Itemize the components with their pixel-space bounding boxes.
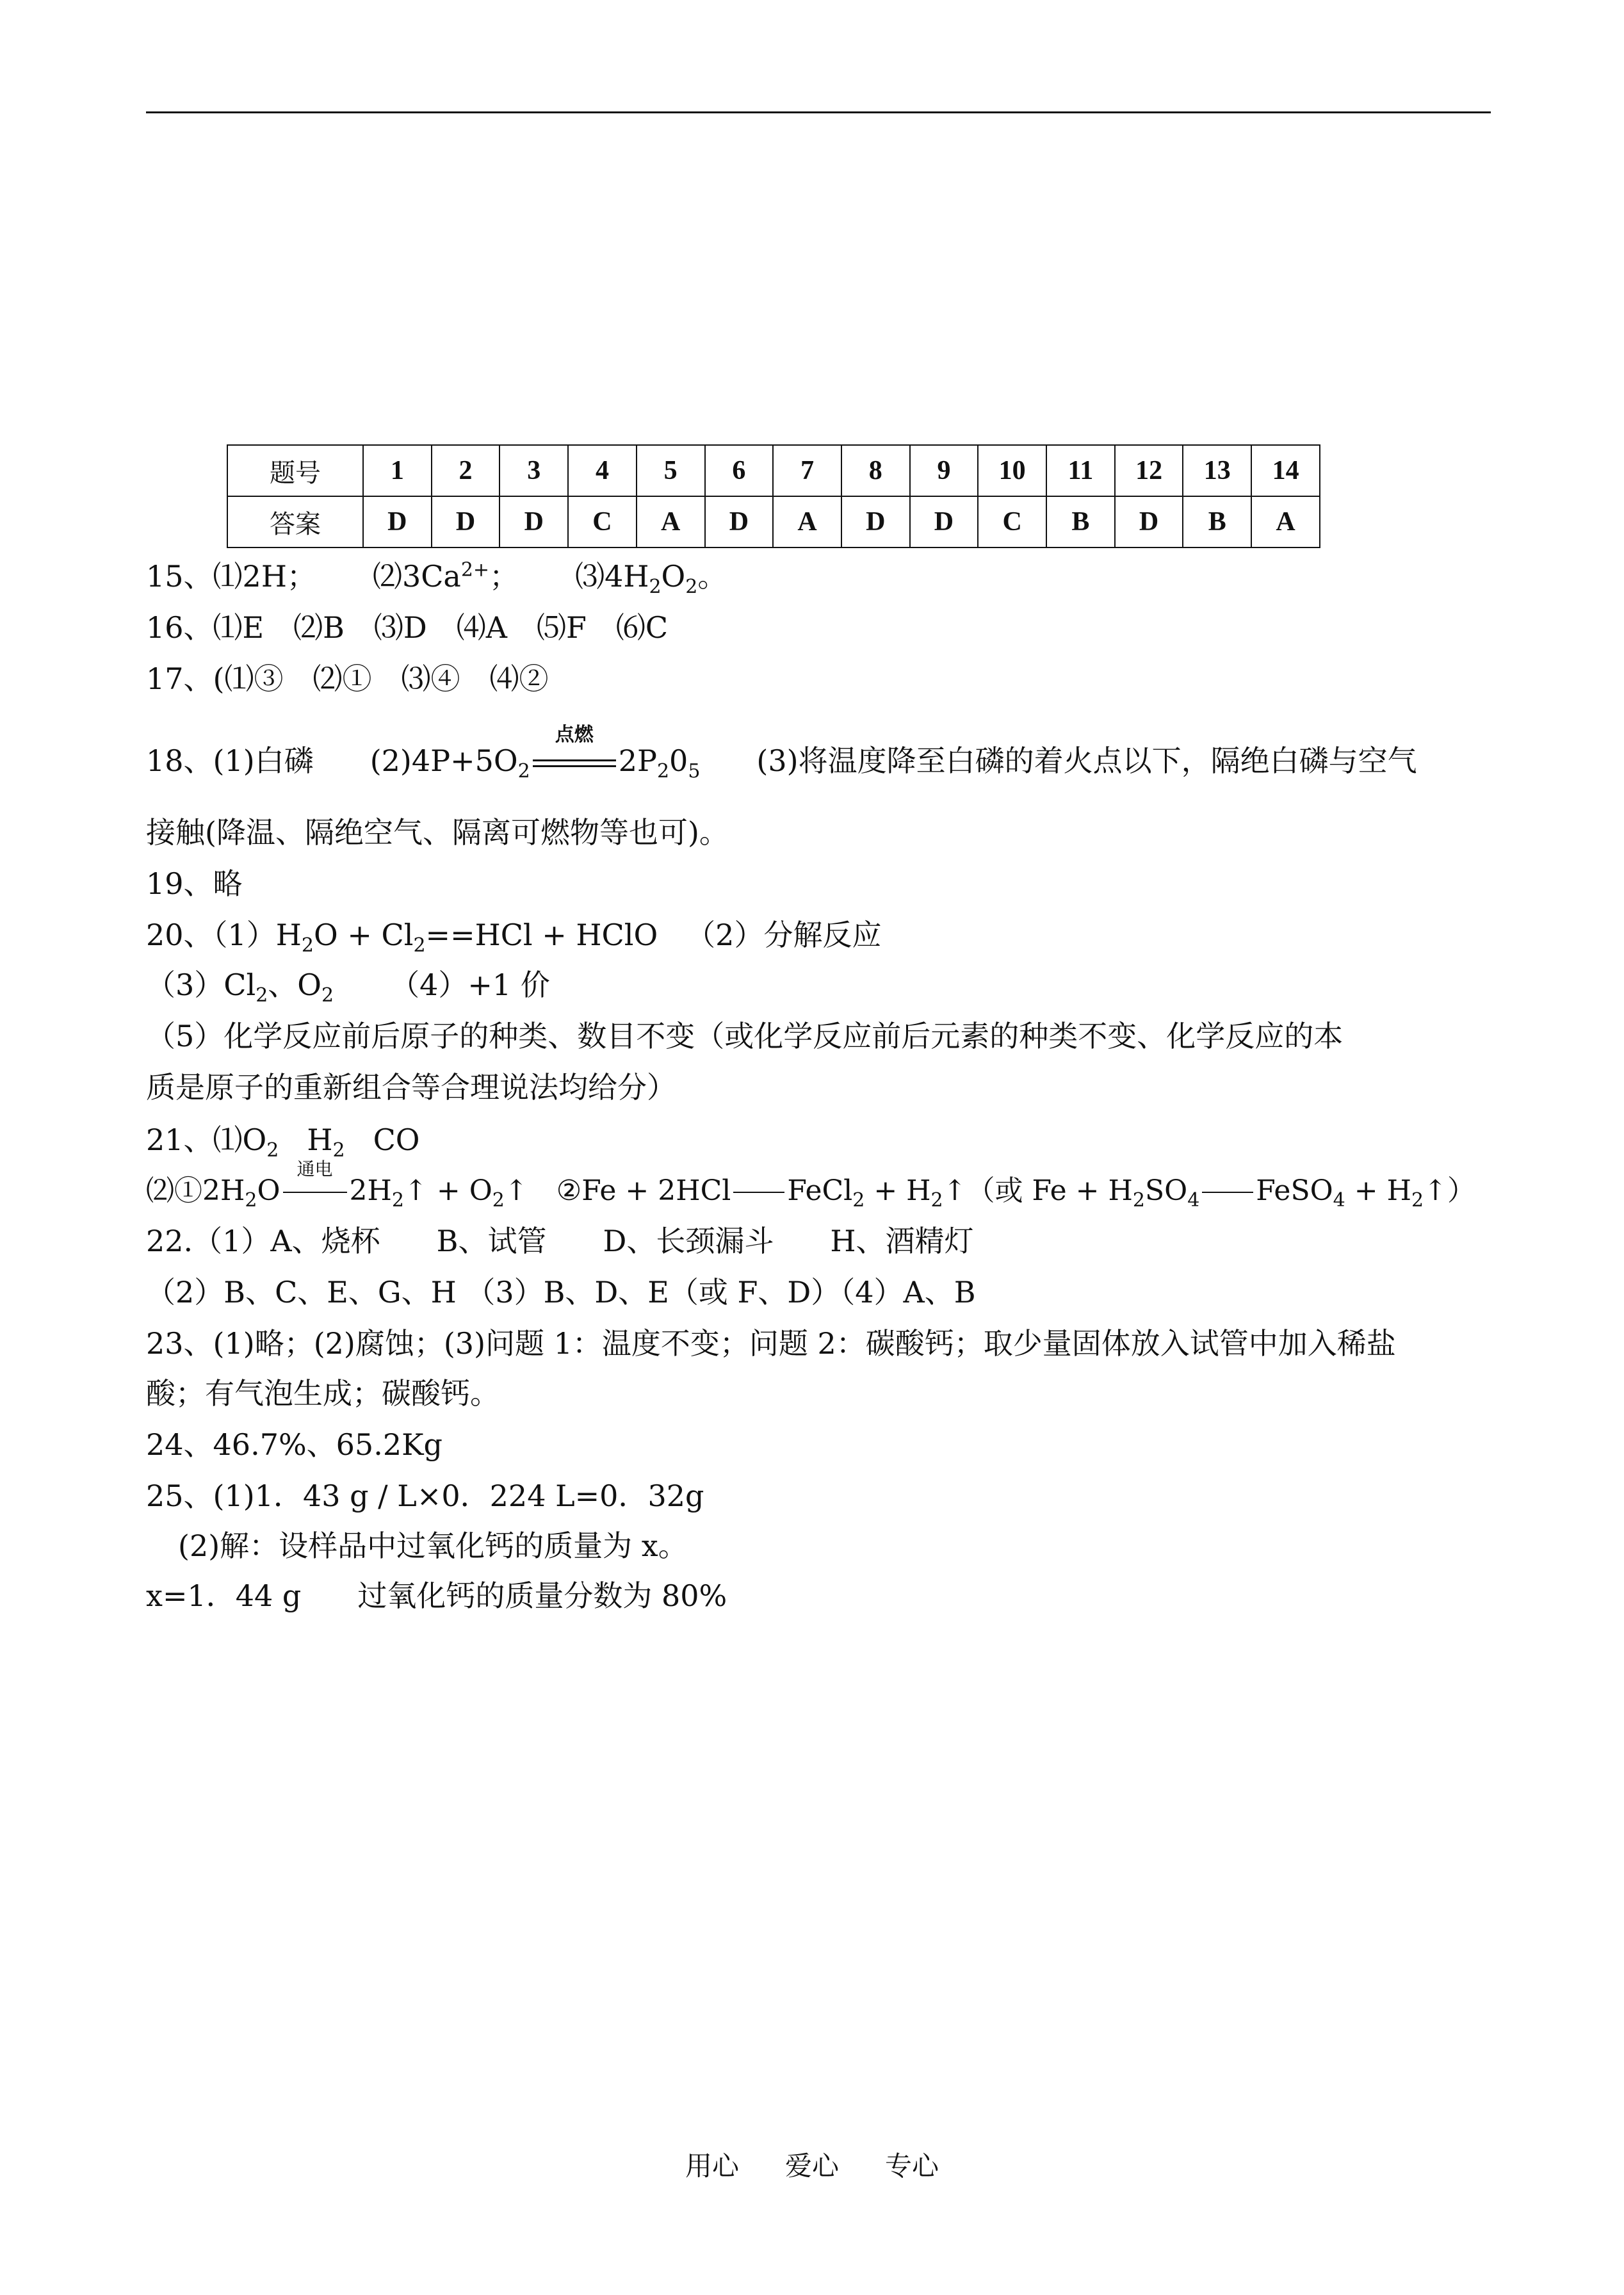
table-cell: 14	[1251, 445, 1320, 496]
table-cell: 7	[773, 445, 841, 496]
table-cell: C	[978, 496, 1046, 547]
table-cell: 10	[978, 445, 1046, 496]
table-cell: D	[499, 496, 568, 547]
answer-line-25-3: x=1．44 g 过氧化钙的质量分数为 80%	[146, 1578, 727, 1613]
answer-line-18-cont: 接触(降温、隔绝空气、隔离可燃物等也可)。	[146, 815, 729, 850]
table-header-label: 题号	[227, 445, 363, 496]
table-row-answers	[227, 496, 1320, 547]
header-rule	[146, 111, 1491, 113]
table-cell: B	[1183, 496, 1251, 547]
answer-line-23: 23、(1)略；(2)腐蚀；(3)问题 1：温度不变；问题 2：碳酸钙；取少量固体放入试管中加入稀盐	[146, 1326, 1396, 1361]
table-cell: D	[1115, 496, 1183, 547]
table-answer-label: 答案	[227, 496, 363, 547]
table-cell: A	[637, 496, 705, 547]
table-cell: 5	[637, 445, 705, 496]
table-cell: D	[363, 496, 432, 547]
table-row-numbers	[227, 445, 1320, 496]
answer-line-20-3: $(3)Cl_2$、$O_2$ （4）+1 价	[146, 968, 550, 1007]
table-cell: 6	[705, 445, 774, 496]
table-cell: 9	[910, 445, 978, 496]
page-footer: 用心 爱心 专心	[685, 2150, 939, 2182]
answer-line-22: 22.（1）A、烧杯 B、试管 D、长颈漏斗 H、酒精灯	[146, 1224, 974, 1258]
table-cell: 4	[568, 445, 637, 496]
answer-line-15: 15、⑴2H； $⑵3Ca^{2+}$； $⑶4H_2O_2$。	[146, 558, 727, 599]
table-cell: 1	[363, 445, 432, 496]
answer-line-18: 18、(1)白磷 $(2)4P+5O_2$ 点燃 $2P_20_5$ (3)将温度降至白磷的着火点以下，隔绝白磷与空气	[146, 724, 1417, 783]
table-cell: 13	[1183, 445, 1251, 496]
answer-line-17: 17、(⑴③ ⑵① ⑶④ ⑷②	[146, 661, 549, 696]
answer-line-25-2: (2)解：设样品中过氧化钙的质量为 x。	[178, 1529, 688, 1563]
table-cell: D	[705, 496, 774, 547]
answer-line-16: 16、⑴E ⑵B ⑶D ⑷A ⑸F ⑹C	[146, 610, 669, 645]
table-cell: B	[1046, 496, 1115, 547]
table-cell: 3	[499, 445, 568, 496]
answer-line-20-5: （5）化学反应前后原子的种类、数目不变（或化学反应前后元素的种类不变、化学反应的本	[146, 1019, 1344, 1053]
answer-line-20: 20、$(1)H_2O + Cl_2==HCl$ + HClO （2）分解反应	[146, 918, 882, 957]
table-cell: C	[568, 496, 637, 547]
table-cell: D	[910, 496, 978, 547]
table-cell: A	[773, 496, 841, 547]
answer-line-23-cont: 酸；有气泡生成；碳酸钙。	[146, 1376, 499, 1411]
answer-line-19: 19、略	[146, 866, 243, 901]
answer-line-22-2: （2）B、C、E、G、H （3）B、D、E（或 F、D）（4）A、B	[146, 1275, 976, 1310]
table-cell: D	[432, 496, 500, 547]
answer-table	[227, 444, 1320, 548]
answer-line-20-5-cont: 质是原子的重新组合等合理说法均给分）	[146, 1070, 676, 1105]
reaction-condition: 通电	[280, 1172, 350, 1210]
table-cell: D	[841, 496, 910, 547]
table-cell: 12	[1115, 445, 1183, 496]
table-cell: 11	[1046, 445, 1115, 496]
table-cell: A	[1251, 496, 1320, 547]
reaction-condition: 点燃	[530, 742, 619, 780]
table-cell: 2	[432, 445, 500, 496]
answer-line-25: 25、(1)1．43 g / L×0．224 L=0．32g	[146, 1479, 704, 1513]
answer-line-24: 24、46.7%、65.2Kg	[146, 1427, 443, 1462]
table-cell: 8	[841, 445, 910, 496]
answer-line-21: 21、$⑴O_2$ $H_2$ CO	[146, 1123, 420, 1162]
answer-line-21-2: $⑵①2H_2O$ 通电 $2H_2↑$ + $O_2↑$ ②Fe + 2HCl FeCl$_2$ + $H_2↑$（或 $Fe + H_2SO_4$ FeSO$_4$ + $H_2↑$）	[146, 1158, 1475, 1212]
